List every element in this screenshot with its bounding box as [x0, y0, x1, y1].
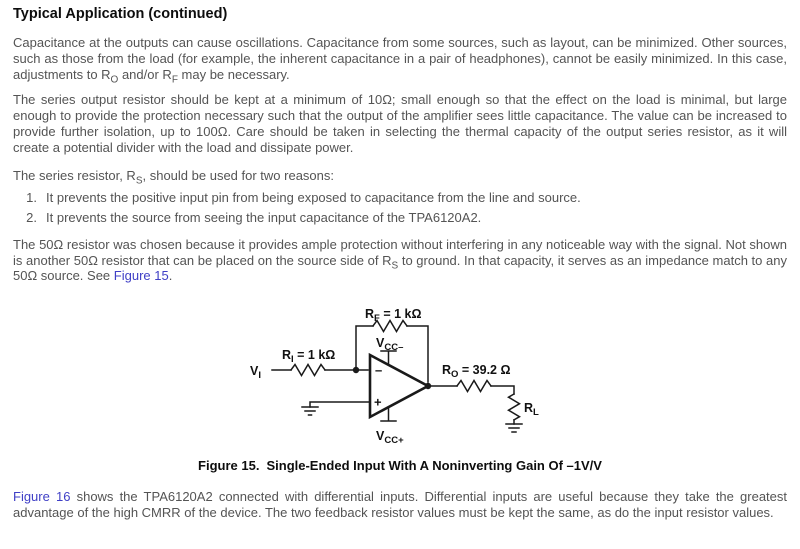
page-title: Typical Application (continued) [13, 6, 228, 22]
noninverting-input-wire [310, 402, 370, 407]
label-ri: $R_I = 1$ kΩ [282, 348, 336, 366]
label-vcc-plus: $V_{CC+}$ [376, 429, 404, 447]
text-run: , should be used for two reasons: [142, 167, 335, 183]
text-run: It prevents the positive input pin from being exposed to capacitance from the line and source. [46, 190, 581, 206]
figure-link[interactable]: Figure 15 [113, 268, 169, 284]
subscript: F [171, 74, 178, 86]
list-item-text [37, 208, 481, 227]
paragraph-50ohm-resistor [13, 237, 787, 284]
paragraph-differential-inputs [13, 489, 787, 521]
text-run: . [168, 268, 173, 284]
paragraph-series-output-resistor [13, 92, 787, 155]
subscript: O [110, 74, 119, 86]
list-item [13, 208, 787, 227]
list-item-number: 2. [26, 209, 37, 225]
figure-caption-label: Figure 15. [198, 458, 260, 474]
text-run: The 50Ω resistor was chosen because it provides ample protection without interfering in any noticeable way with the signal. Not shown is another 50Ω resistor that can be placed on the source side of R [13, 236, 787, 268]
opamp-noninverting-input-symbol: + [374, 394, 382, 410]
label-vcc-minus: $V_{CC-}$ [376, 336, 404, 354]
text-run: It prevents the source from seeing the input capacitance of the TPA6120A2. [46, 209, 482, 225]
label-vi: $V_I$ [250, 364, 261, 382]
paragraph-series-resistor-reasons [13, 167, 787, 187]
text-run: to ground. In that capacity, it serves as an impedance match to any 50Ω source. See [13, 252, 787, 284]
figure-15 [13, 296, 787, 474]
paragraph-capacitance [13, 35, 787, 86]
figure-caption [13, 458, 787, 474]
ground-symbol-left [302, 407, 318, 415]
figure-link[interactable]: Figure 16 [13, 489, 71, 505]
reasons-list [13, 188, 787, 226]
resistor-ro [457, 381, 491, 392]
label-rl: $R_L$ [524, 401, 539, 419]
node-dot-output [425, 383, 431, 389]
text-run: The series resistor, R [13, 167, 136, 183]
text-run: may be necessary. [177, 66, 290, 82]
list-item-text [37, 188, 581, 207]
ground-symbol-right [506, 424, 522, 432]
text-run: Capacitance at the outputs can cause oscillations. Capacitance from some sources, such as layout, can be minimized. Other sources, such as those from the load (for example, the inherent capacitance in a pair of headphones), cannot be easily minimized. In this case, adjustments to R [13, 35, 787, 82]
label-ro: $R_O = 39.2$ Ω [442, 363, 511, 381]
resistor-rl [509, 394, 520, 420]
text-run: shows the TPA6120A2 connected with differential inputs. Differential inputs are useful because they take the greatest advantage of the high CMRR of the device. The two feedback resistor values must be kept the same, as do the input resistor values. [13, 489, 787, 520]
list-item-number: 1. [26, 190, 37, 206]
node-dot-input [353, 367, 359, 373]
text-run: and/or R [118, 66, 172, 82]
circuit-diagram [235, 296, 565, 454]
text-run: The series output resistor should be kept at a minimum of 10Ω; small enough so that the effect on the load is minimal, but large enough to provide the protection necessary such that the output of the amplifier sees little capacitance. The value can be increased to provide further isolation, up to 100Ω. Care should be taken in selecting the thermal capacity of the output series resistor, as it will create a potential divider with the load and dissipate power. [13, 92, 787, 155]
output-wire [431, 386, 514, 394]
list-item [13, 188, 787, 207]
opamp-inverting-input-symbol: – [375, 362, 383, 378]
resistor-ri [291, 365, 325, 376]
label-rf: $R_F = 1$ kΩ [365, 307, 422, 325]
figure-caption-text: Single-Ended Input With A Noninverting Gain Of –1V/V [266, 458, 602, 474]
subscript: S [391, 260, 399, 272]
subscript: S [135, 175, 143, 187]
